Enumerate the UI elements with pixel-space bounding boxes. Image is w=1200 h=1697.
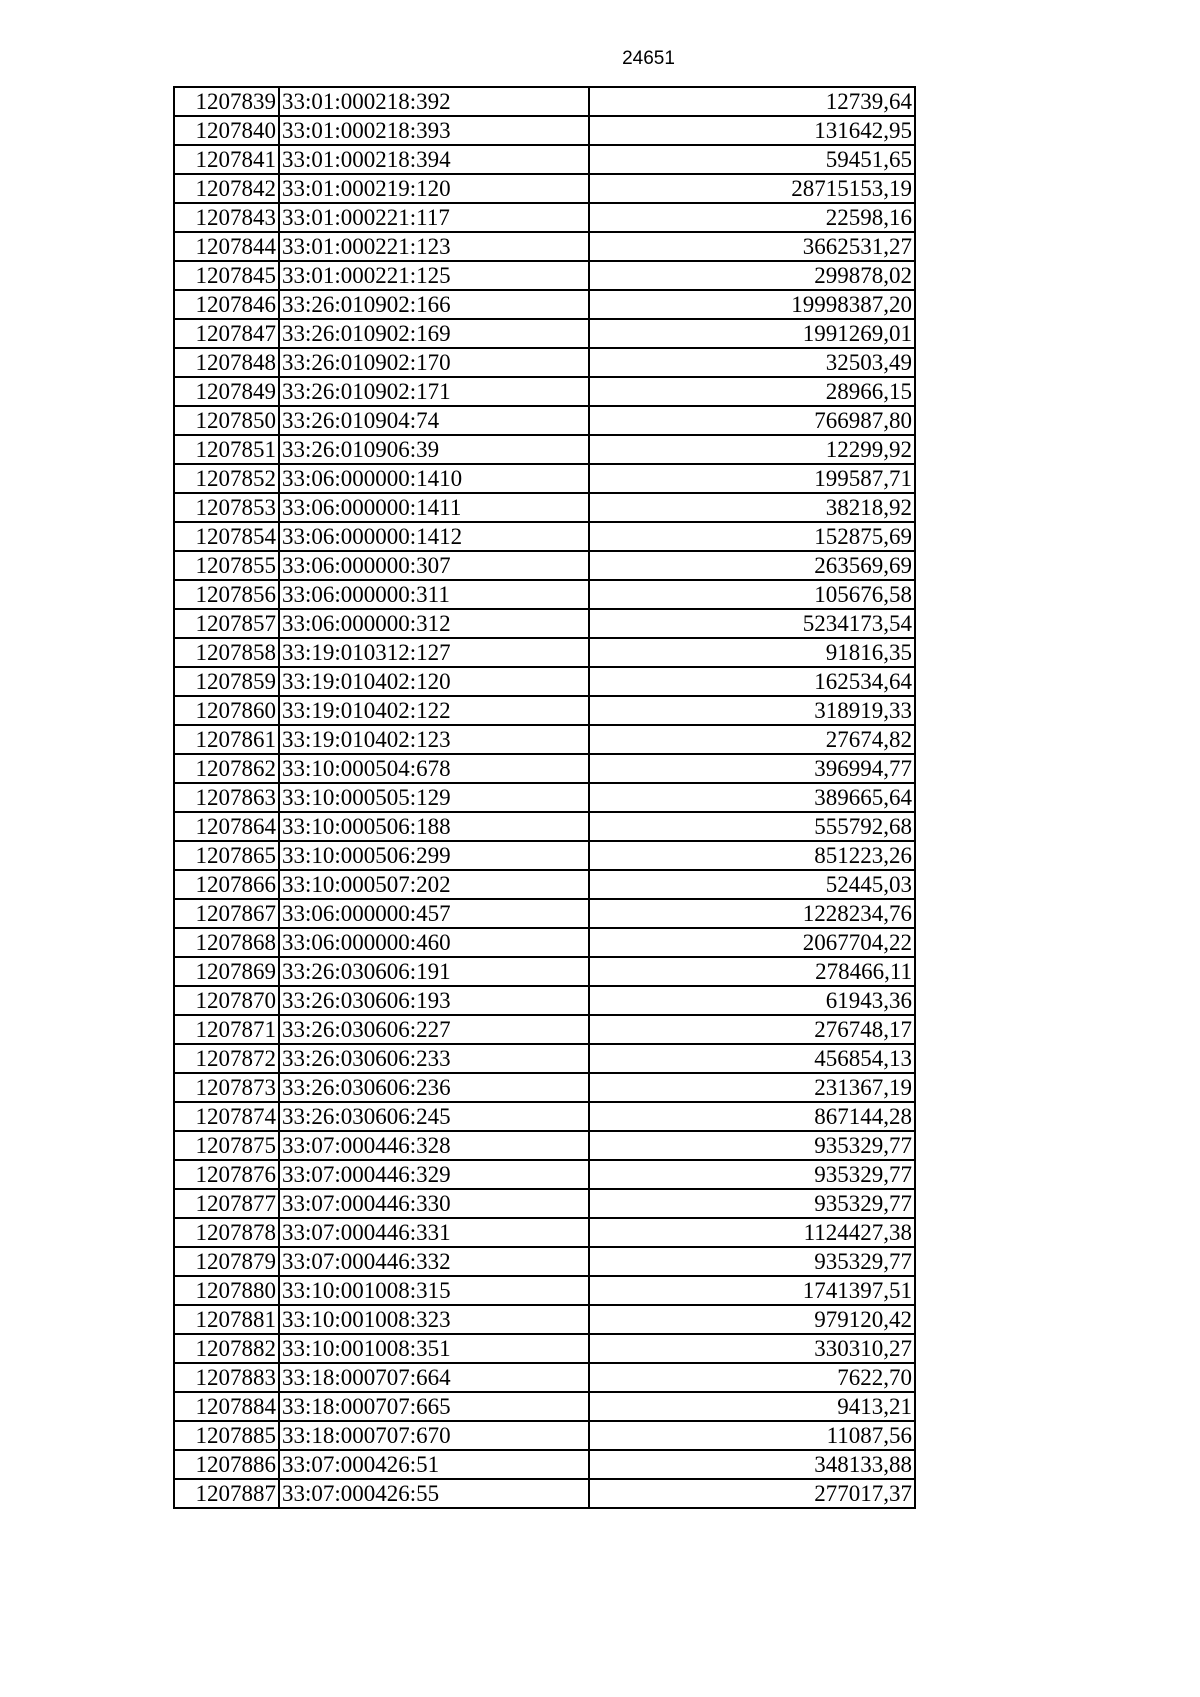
- table-row: [174, 667, 915, 696]
- cadastral-number-cell: 33:01:000218:393: [279, 116, 589, 145]
- table-row: [174, 899, 915, 928]
- row-number-cell: 1207851: [174, 435, 279, 464]
- row-number-cell: 1207860: [174, 696, 279, 725]
- value-cell: 22598,16: [589, 203, 915, 232]
- value-cell: 278466,11: [589, 957, 915, 986]
- value-cell: 1991269,01: [589, 319, 915, 348]
- row-number-cell: 1207847: [174, 319, 279, 348]
- row-number-cell: 1207854: [174, 522, 279, 551]
- cadastral-number-cell: 33:19:010312:127: [279, 638, 589, 667]
- row-number-cell: 1207862: [174, 754, 279, 783]
- row-number-cell: 1207842: [174, 174, 279, 203]
- value-cell: 263569,69: [589, 551, 915, 580]
- cadastral-number-cell: 33:19:010402:122: [279, 696, 589, 725]
- cadastral-number-cell: 33:01:000219:120: [279, 174, 589, 203]
- cadastral-number-cell: 33:06:000000:311: [279, 580, 589, 609]
- value-cell: 12299,92: [589, 435, 915, 464]
- table-row: [174, 783, 915, 812]
- row-number-cell: 1207876: [174, 1160, 279, 1189]
- cadastral-number-cell: 33:18:000707:670: [279, 1421, 589, 1450]
- table-row: [174, 1479, 915, 1508]
- cadastral-number-cell: 33:10:000505:129: [279, 783, 589, 812]
- value-cell: 276748,17: [589, 1015, 915, 1044]
- cadastral-number-cell: 33:06:000000:457: [279, 899, 589, 928]
- cadastral-number-cell: 33:01:000218:394: [279, 145, 589, 174]
- table-row: [174, 319, 915, 348]
- value-cell: 979120,42: [589, 1305, 915, 1334]
- value-cell: 318919,33: [589, 696, 915, 725]
- value-cell: 28715153,19: [589, 174, 915, 203]
- value-cell: 389665,64: [589, 783, 915, 812]
- cadastral-number-cell: 33:06:000000:1411: [279, 493, 589, 522]
- value-cell: 1741397,51: [589, 1276, 915, 1305]
- row-number-cell: 1207850: [174, 406, 279, 435]
- table-row: [174, 406, 915, 435]
- value-cell: 152875,69: [589, 522, 915, 551]
- table-row: [174, 1450, 915, 1479]
- table-row: [174, 1015, 915, 1044]
- table-row: [174, 377, 915, 406]
- value-cell: 61943,36: [589, 986, 915, 1015]
- cadastral-number-cell: 33:26:010902:169: [279, 319, 589, 348]
- table-row: [174, 1276, 915, 1305]
- row-number-cell: 1207878: [174, 1218, 279, 1247]
- row-number-cell: 1207840: [174, 116, 279, 145]
- table-row: [174, 435, 915, 464]
- value-cell: 59451,65: [589, 145, 915, 174]
- table-row: [174, 1044, 915, 1073]
- table-row: [174, 464, 915, 493]
- value-cell: 9413,21: [589, 1392, 915, 1421]
- row-number-cell: 1207845: [174, 261, 279, 290]
- table-row: [174, 1131, 915, 1160]
- cadastral-number-cell: 33:10:001008:351: [279, 1334, 589, 1363]
- value-cell: 935329,77: [589, 1160, 915, 1189]
- value-cell: 27674,82: [589, 725, 915, 754]
- cadastral-number-cell: 33:26:030606:193: [279, 986, 589, 1015]
- value-cell: 32503,49: [589, 348, 915, 377]
- row-number-cell: 1207865: [174, 841, 279, 870]
- row-number-cell: 1207885: [174, 1421, 279, 1450]
- cadastral-number-cell: 33:26:010906:39: [279, 435, 589, 464]
- cadastral-number-cell: 33:10:000506:299: [279, 841, 589, 870]
- row-number-cell: 1207875: [174, 1131, 279, 1160]
- page-number: 24651: [622, 48, 675, 69]
- row-number-cell: 1207873: [174, 1073, 279, 1102]
- value-cell: 1228234,76: [589, 899, 915, 928]
- cadastral-number-cell: 33:19:010402:120: [279, 667, 589, 696]
- row-number-cell: 1207857: [174, 609, 279, 638]
- value-cell: 131642,95: [589, 116, 915, 145]
- value-cell: 52445,03: [589, 870, 915, 899]
- value-cell: 38218,92: [589, 493, 915, 522]
- table-row: [174, 696, 915, 725]
- row-number-cell: 1207871: [174, 1015, 279, 1044]
- cadastral-number-cell: 33:18:000707:664: [279, 1363, 589, 1392]
- table-row: [174, 232, 915, 261]
- value-cell: 935329,77: [589, 1131, 915, 1160]
- table-row: [174, 87, 915, 116]
- cadastral-number-cell: 33:26:030606:245: [279, 1102, 589, 1131]
- table-row: [174, 841, 915, 870]
- cadastral-number-cell: 33:07:000446:328: [279, 1131, 589, 1160]
- row-number-cell: 1207849: [174, 377, 279, 406]
- cadastral-number-cell: 33:07:000426:51: [279, 1450, 589, 1479]
- cadastral-number-cell: 33:10:001008:315: [279, 1276, 589, 1305]
- table-row: [174, 174, 915, 203]
- table-row: [174, 1421, 915, 1450]
- value-cell: 28966,15: [589, 377, 915, 406]
- cadastral-number-cell: 33:07:000446:332: [279, 1247, 589, 1276]
- row-number-cell: 1207884: [174, 1392, 279, 1421]
- value-cell: 231367,19: [589, 1073, 915, 1102]
- row-number-cell: 1207868: [174, 928, 279, 957]
- table-row: [174, 638, 915, 667]
- cadastral-number-cell: 33:26:030606:233: [279, 1044, 589, 1073]
- table-row: [174, 1073, 915, 1102]
- cadastral-number-cell: 33:06:000000:1410: [279, 464, 589, 493]
- row-number-cell: 1207841: [174, 145, 279, 174]
- value-cell: 2067704,22: [589, 928, 915, 957]
- table-row: [174, 1247, 915, 1276]
- cadastral-number-cell: 33:26:030606:227: [279, 1015, 589, 1044]
- row-number-cell: 1207839: [174, 87, 279, 116]
- row-number-cell: 1207848: [174, 348, 279, 377]
- cadastral-number-cell: 33:06:000000:307: [279, 551, 589, 580]
- table-row: [174, 290, 915, 319]
- value-cell: 105676,58: [589, 580, 915, 609]
- row-number-cell: 1207880: [174, 1276, 279, 1305]
- table-row: [174, 203, 915, 232]
- row-number-cell: 1207883: [174, 1363, 279, 1392]
- row-number-cell: 1207856: [174, 580, 279, 609]
- value-cell: 935329,77: [589, 1189, 915, 1218]
- cadastral-number-cell: 33:10:000506:188: [279, 812, 589, 841]
- cadastral-number-cell: 33:26:010902:170: [279, 348, 589, 377]
- row-number-cell: 1207863: [174, 783, 279, 812]
- value-cell: 456854,13: [589, 1044, 915, 1073]
- cadastral-number-cell: 33:18:000707:665: [279, 1392, 589, 1421]
- value-cell: 851223,26: [589, 841, 915, 870]
- table-row: [174, 145, 915, 174]
- cadastral-number-cell: 33:10:000504:678: [279, 754, 589, 783]
- row-number-cell: 1207859: [174, 667, 279, 696]
- row-number-cell: 1207864: [174, 812, 279, 841]
- row-number-cell: 1207853: [174, 493, 279, 522]
- table-row: [174, 348, 915, 377]
- table-row: [174, 1218, 915, 1247]
- value-cell: 1124427,38: [589, 1218, 915, 1247]
- value-cell: 330310,27: [589, 1334, 915, 1363]
- table-row: [174, 986, 915, 1015]
- row-number-cell: 1207879: [174, 1247, 279, 1276]
- row-number-cell: 1207869: [174, 957, 279, 986]
- row-number-cell: 1207874: [174, 1102, 279, 1131]
- row-number-cell: 1207843: [174, 203, 279, 232]
- value-cell: 11087,56: [589, 1421, 915, 1450]
- table-row: [174, 261, 915, 290]
- cadastral-number-cell: 33:07:000446:329: [279, 1160, 589, 1189]
- row-number-cell: 1207867: [174, 899, 279, 928]
- cadastral-number-cell: 33:06:000000:312: [279, 609, 589, 638]
- value-cell: 162534,64: [589, 667, 915, 696]
- value-cell: 19998387,20: [589, 290, 915, 319]
- value-cell: 555792,68: [589, 812, 915, 841]
- row-number-cell: 1207877: [174, 1189, 279, 1218]
- cadastral-number-cell: 33:01:000221:117: [279, 203, 589, 232]
- table-row: [174, 928, 915, 957]
- table-row: [174, 1392, 915, 1421]
- cadastral-number-cell: 33:26:010904:74: [279, 406, 589, 435]
- table-row: [174, 551, 915, 580]
- value-cell: 867144,28: [589, 1102, 915, 1131]
- row-number-cell: 1207861: [174, 725, 279, 754]
- cadastral-number-cell: 33:01:000221:125: [279, 261, 589, 290]
- row-number-cell: 1207887: [174, 1479, 279, 1508]
- row-number-cell: 1207881: [174, 1305, 279, 1334]
- value-cell: 348133,88: [589, 1450, 915, 1479]
- table-row: [174, 522, 915, 551]
- table-row: [174, 754, 915, 783]
- table-row: [174, 870, 915, 899]
- table-row: [174, 1189, 915, 1218]
- value-cell: 935329,77: [589, 1247, 915, 1276]
- cadastral-number-cell: 33:06:000000:1412: [279, 522, 589, 551]
- table-row: [174, 812, 915, 841]
- row-number-cell: 1207852: [174, 464, 279, 493]
- table-row: [174, 116, 915, 145]
- value-cell: 5234173,54: [589, 609, 915, 638]
- cadastral-number-cell: 33:01:000218:392: [279, 87, 589, 116]
- table-row: [174, 725, 915, 754]
- cadastral-number-cell: 33:06:000000:460: [279, 928, 589, 957]
- registry-table: [173, 86, 916, 1509]
- table-row: [174, 609, 915, 638]
- value-cell: 277017,37: [589, 1479, 915, 1508]
- cadastral-number-cell: 33:01:000221:123: [279, 232, 589, 261]
- value-cell: 91816,35: [589, 638, 915, 667]
- row-number-cell: 1207870: [174, 986, 279, 1015]
- cadastral-number-cell: 33:26:010902:166: [279, 290, 589, 319]
- row-number-cell: 1207846: [174, 290, 279, 319]
- row-number-cell: 1207855: [174, 551, 279, 580]
- row-number-cell: 1207858: [174, 638, 279, 667]
- value-cell: 12739,64: [589, 87, 915, 116]
- value-cell: 396994,77: [589, 754, 915, 783]
- table-row: [174, 1102, 915, 1131]
- cadastral-number-cell: 33:07:000426:55: [279, 1479, 589, 1508]
- row-number-cell: 1207882: [174, 1334, 279, 1363]
- cadastral-number-cell: 33:10:000507:202: [279, 870, 589, 899]
- table-row: [174, 1160, 915, 1189]
- table-row: [174, 493, 915, 522]
- cadastral-number-cell: 33:10:001008:323: [279, 1305, 589, 1334]
- cadastral-number-cell: 33:26:010902:171: [279, 377, 589, 406]
- registry-table-body: [174, 87, 915, 1508]
- row-number-cell: 1207886: [174, 1450, 279, 1479]
- table-row: [174, 957, 915, 986]
- table-row: [174, 1363, 915, 1392]
- cadastral-number-cell: 33:07:000446:331: [279, 1218, 589, 1247]
- table-row: [174, 1334, 915, 1363]
- row-number-cell: 1207844: [174, 232, 279, 261]
- value-cell: 199587,71: [589, 464, 915, 493]
- cadastral-number-cell: 33:26:030606:236: [279, 1073, 589, 1102]
- value-cell: 299878,02: [589, 261, 915, 290]
- table-row: [174, 1305, 915, 1334]
- value-cell: 3662531,27: [589, 232, 915, 261]
- table-row: [174, 580, 915, 609]
- row-number-cell: 1207872: [174, 1044, 279, 1073]
- cadastral-number-cell: 33:19:010402:123: [279, 725, 589, 754]
- value-cell: 766987,80: [589, 406, 915, 435]
- cadastral-number-cell: 33:26:030606:191: [279, 957, 589, 986]
- row-number-cell: 1207866: [174, 870, 279, 899]
- value-cell: 7622,70: [589, 1363, 915, 1392]
- cadastral-number-cell: 33:07:000446:330: [279, 1189, 589, 1218]
